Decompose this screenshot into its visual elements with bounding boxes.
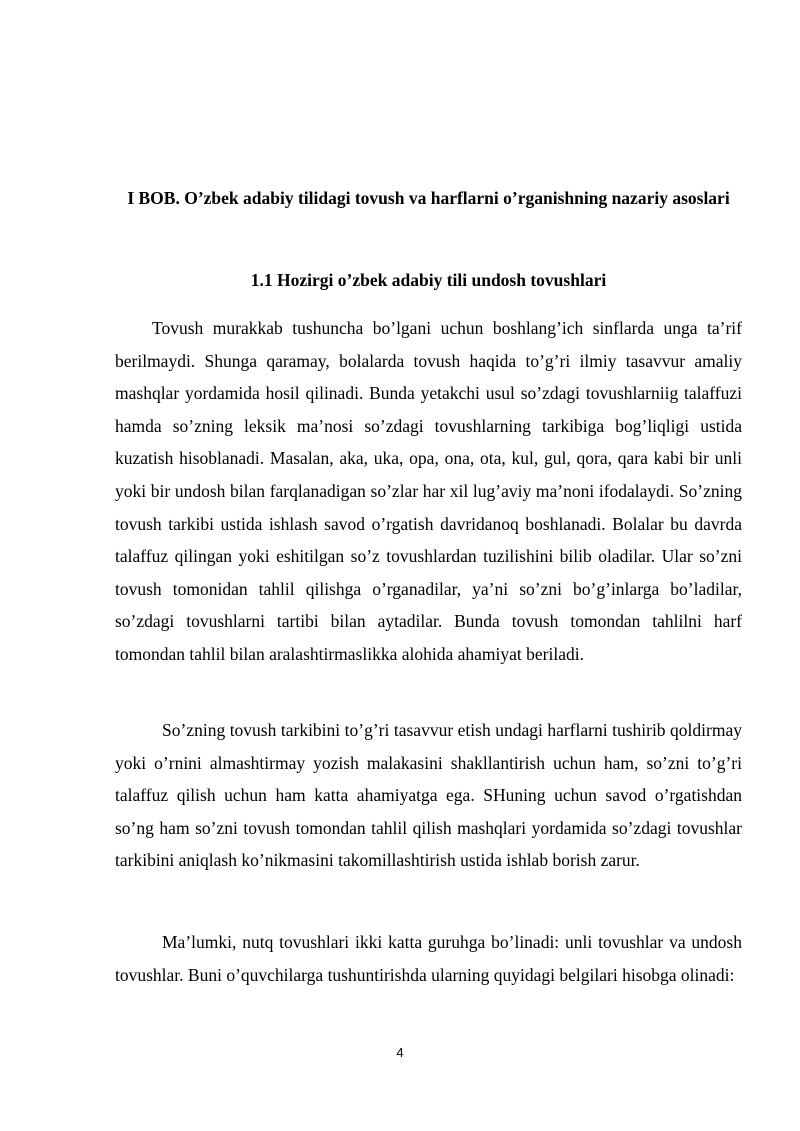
paragraph-2: So’zning tovush tarkibini to’g’ri tasavvur etish undagi harflarni tushirib qoldirmay yoki o’rnini almashtirmay yozish malakasini shakllantirish uchun ham, so’zni to’g’ri talaffuz qilish uchun ham katta ahamiyatga ega. SHuning uchun savod o’rgatishdan so’ng ham so’zni tovush tomondan tahlil qilish mashqlari yordamida so’zdagi tovushlar tarkibini aniqlash ko’nikmasini takomillashtirish ustida ishlab borish zarur. xyxy=(115,720,742,871)
paragraph-3: Ma’lumki, nutq tovushlari ikki katta guruhga bo’linadi: unli tovushlar va undosh tovushlar. Buni o’quvchilarga tushuntirishda ularning quyidagi belgilari hisobga olinadi: xyxy=(115,932,742,985)
paragraph-1: Tovush murakkab tushuncha bo’lgani uchun boshlang’ich sinflarda unga ta’rif berilmaydi. Shunga qaramay, bolalarda tovush haqida to’g’ri ilmiy tasavvur amaliy mashqlar yordamida hosil qilinadi. Bunda yetakchi usul so’zdagi tovushlarniig talaffuzi hamda so’zning leksik ma’nosi so’zdagi tovushlarning tarkibiga bog’liqligi ustida kuzatish hisoblanadi. Masalan, aka, uka, opa, ona, ota, kul, gul, qora, qara kabi bir unli yoki bir undosh bilan farqlanadigan so’zlar har xil lug’aviy ma’noni ifodalaydi. So’zning tovush tarkibi ustida ishlash savod o’rgatish davridanoq boshlanadi. Bolalar bu davrda talaffuz qilingan yoki eshitilgan so’z tovushlardan tuzilishini bilib oladilar. Ular so’zni tovush tomonidan tahlil qilishga o’rganadilar, ya’ni so’zni bo’g’inlarga bo’ladilar, so’zdagi tovushlarni tartibi bilan aytadilar. Bunda tovush tomondan tahlilni harf tomondan tahlil bilan aralashtirmaslikka alohida ahamiyat beriladi. xyxy=(115,318,742,664)
section-heading: 1.1 Hozirgi o’zbek adabiy tili undosh tovushlari xyxy=(250,270,607,290)
page-number: 4 xyxy=(396,1045,404,1060)
chapter-title: I BOB. O’zbek adabiy tilidagi tovush va harflarni o’rganishning nazariy asoslari xyxy=(127,188,730,208)
